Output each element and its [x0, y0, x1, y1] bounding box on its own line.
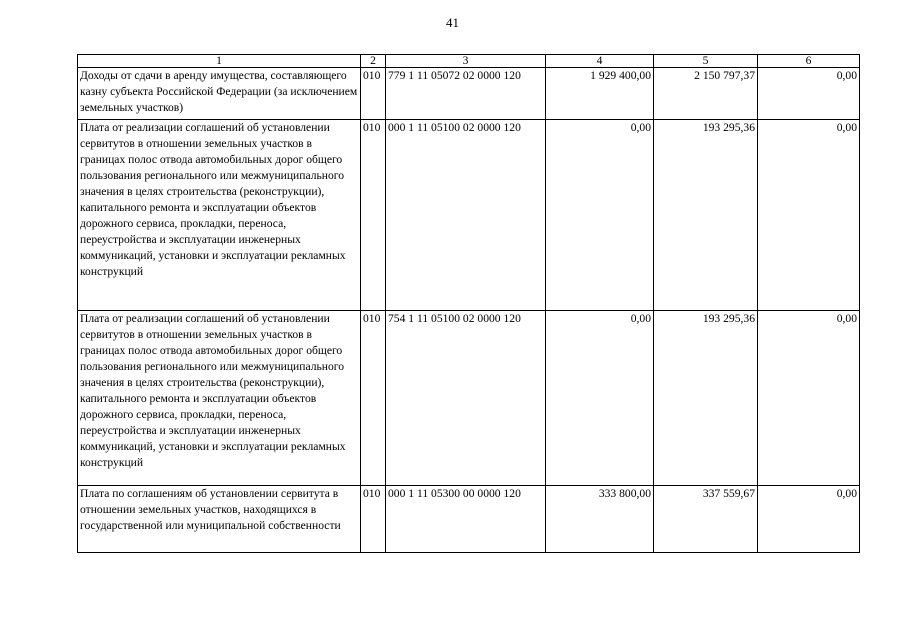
page-number: 41 — [446, 15, 459, 30]
row-col5-value: 337 559,67 — [654, 486, 758, 553]
row-name: Плата по соглашениям об установлении сервитута в отношении земельных участков, находящихся в государственной или муниципальной собственности — [78, 486, 361, 553]
row-line-code: 010 — [361, 311, 386, 486]
row-col4-value: 0,00 — [546, 311, 654, 486]
row-name: Плата от реализации соглашений об установлении сервитутов в отношении земельных участков в границах полос отвода автомобильных дорог общего пользования регионального или межмуниципального значения в целях строительства (реконструкции), капитального ремонта и эксплуатации объектов дорожного сервиса, прокладки, переноса, переустройства и эксплуатации инженерных коммуникаций, установки и эксплуатации рекламных конструкций — [78, 120, 361, 311]
row-col6-value: 0,00 — [758, 120, 860, 311]
column-header-1: 1 — [78, 55, 361, 68]
column-header-2: 2 — [361, 55, 386, 68]
table-row — [78, 486, 860, 553]
row-budget-code: 000 1 11 05100 02 0000 120 — [386, 120, 546, 311]
row-col5-value: 193 295,36 — [654, 120, 758, 311]
column-header-3: 3 — [386, 55, 546, 68]
row-name: Плата от реализации соглашений об установлении сервитутов в отношении земельных участков в границах полос отвода автомобильных дорог общего пользования регионального или межмуниципального значения в целях строительства (реконструкции), капитального ремонта и эксплуатации объектов дорожного сервиса, прокладки, переноса, переустройства и эксплуатации инженерных коммуникаций, установки и эксплуатации рекламных конструкций — [78, 311, 361, 486]
row-col6-value: 0,00 — [758, 68, 860, 120]
row-line-code: 010 — [361, 486, 386, 553]
row-col5-value: 193 295,36 — [654, 311, 758, 486]
row-col5-value: 2 150 797,37 — [654, 68, 758, 120]
row-col4-value: 1 929 400,00 — [546, 68, 654, 120]
column-header-5: 5 — [654, 55, 758, 68]
row-budget-code: 000 1 11 05300 00 0000 120 — [386, 486, 546, 553]
row-budget-code: 779 1 11 05072 02 0000 120 — [386, 68, 546, 120]
table-header-row — [78, 55, 860, 68]
table-row — [78, 311, 860, 486]
row-budget-code: 754 1 11 05100 02 0000 120 — [386, 311, 546, 486]
row-col4-value: 333 800,00 — [546, 486, 654, 553]
row-name: Доходы от сдачи в аренду имущества, составляющего казну субъекта Российской Федерации (за исключением земельных участков) — [78, 68, 361, 120]
row-col6-value: 0,00 — [758, 486, 860, 553]
row-col6-value: 0,00 — [758, 311, 860, 486]
table-row — [78, 120, 860, 311]
column-header-6: 6 — [758, 55, 860, 68]
column-header-4: 4 — [546, 55, 654, 68]
row-line-code: 010 — [361, 68, 386, 120]
row-col4-value: 0,00 — [546, 120, 654, 311]
report-table — [77, 54, 860, 553]
row-line-code: 010 — [361, 120, 386, 311]
table-row — [78, 68, 860, 120]
